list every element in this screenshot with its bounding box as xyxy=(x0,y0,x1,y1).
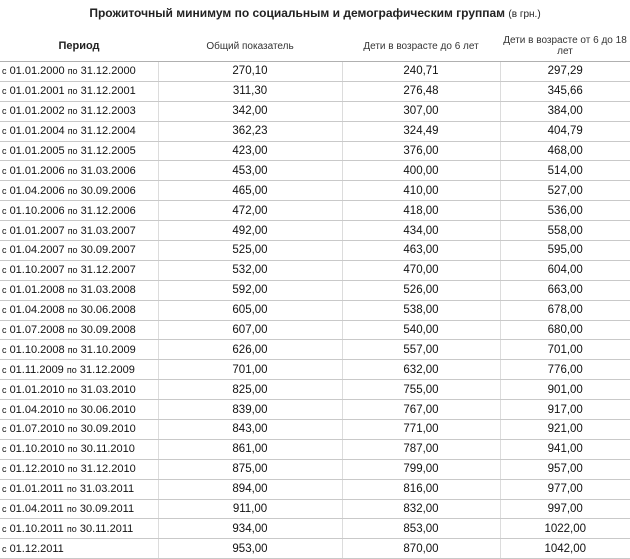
cell-period xyxy=(0,439,158,459)
period-to-word: по xyxy=(67,106,78,117)
cell-total: 311,30 xyxy=(158,81,342,101)
period-from-word: с xyxy=(2,225,7,236)
period-from-date: 01.01.2005 xyxy=(9,145,65,157)
period-to-word: по xyxy=(67,285,78,296)
cell-period xyxy=(0,161,158,181)
period-to-date: 31.12.2007 xyxy=(80,264,136,277)
period-from-date: 01.10.2011 xyxy=(9,522,64,535)
page-title xyxy=(0,6,630,20)
cell-total: 875,00 xyxy=(158,459,342,479)
period-from-word: с xyxy=(2,484,7,495)
cell-period xyxy=(0,380,158,400)
cell-children-under-6: 240,71 xyxy=(342,62,500,82)
period-to-date: 30.06.2008 xyxy=(80,304,136,317)
table-row xyxy=(0,260,630,280)
period-to-word: по xyxy=(67,225,78,236)
cell-children-6-18: 1042,00 xyxy=(500,539,630,559)
cell-children-6-18: 297,29 xyxy=(500,62,630,82)
period-to-word: по xyxy=(67,384,78,395)
cell-period xyxy=(0,400,158,420)
cell-total: 492,00 xyxy=(158,221,342,241)
table-row xyxy=(0,300,630,320)
period-from-word: с xyxy=(2,126,7,137)
header-children-under-6: Дети в возрасте до 6 лет xyxy=(342,31,500,62)
period-from-word: с xyxy=(2,424,7,435)
cell-children-under-6: 853,00 xyxy=(342,519,500,539)
cell-children-6-18: 514,00 xyxy=(500,161,630,181)
cell-children-6-18: 384,00 xyxy=(500,101,630,121)
cell-children-6-18: 997,00 xyxy=(500,499,630,519)
table-row xyxy=(0,400,630,420)
period-from-word: с xyxy=(2,464,7,475)
period-from-word: с xyxy=(2,523,7,534)
period-from-date: 01.07.2008 xyxy=(9,324,65,337)
table-row xyxy=(0,81,630,101)
cell-total: 592,00 xyxy=(158,280,342,300)
cell-period xyxy=(0,320,158,340)
period-from-word: с xyxy=(2,504,7,515)
period-from-date: 01.10.2006 xyxy=(9,204,65,217)
cell-total: 472,00 xyxy=(158,201,342,221)
cell-children-6-18: 1022,00 xyxy=(500,519,630,539)
period-to-date: 31.12.2003 xyxy=(80,105,136,118)
cell-period xyxy=(0,519,158,539)
period-to-date: 31.03.2011 xyxy=(79,483,135,496)
table-row xyxy=(0,439,630,459)
period-from-word: с xyxy=(2,384,7,395)
cell-children-6-18: 604,00 xyxy=(500,260,630,280)
cell-total: 701,00 xyxy=(158,360,342,380)
period-from-word: с xyxy=(2,185,7,196)
period-to-date: 30.09.2011 xyxy=(79,503,135,516)
period-to-word: по xyxy=(67,404,78,415)
period-from-word: с xyxy=(2,305,7,316)
table-row xyxy=(0,221,630,241)
period-from-word: с xyxy=(2,325,7,336)
cell-children-under-6: 434,00 xyxy=(342,221,500,241)
cell-period xyxy=(0,280,158,300)
period-to-word: по xyxy=(67,305,78,316)
period-to-word: по xyxy=(67,86,78,97)
cell-period xyxy=(0,360,158,380)
period-from-date: 01.04.2008 xyxy=(9,304,65,317)
cell-children-6-18: 404,79 xyxy=(500,121,630,141)
cell-total: 894,00 xyxy=(158,479,342,499)
cell-children-under-6: 799,00 xyxy=(342,459,500,479)
cell-children-6-18: 678,00 xyxy=(500,300,630,320)
cell-children-under-6: 276,48 xyxy=(342,81,500,101)
cell-total: 525,00 xyxy=(158,241,342,261)
period-to-date: 31.03.2006 xyxy=(80,164,136,177)
period-to-word: по xyxy=(67,205,78,216)
period-to-date: 30.09.2007 xyxy=(80,244,136,257)
table-row xyxy=(0,380,630,400)
period-to-word: по xyxy=(66,484,77,495)
table-row xyxy=(0,161,630,181)
period-to-word: по xyxy=(67,265,78,276)
period-to-date: 30.06.2010 xyxy=(80,403,136,416)
cell-children-under-6: 418,00 xyxy=(342,201,500,221)
cell-children-6-18: 776,00 xyxy=(500,360,630,380)
table-row xyxy=(0,62,630,82)
cell-children-under-6: 816,00 xyxy=(342,479,500,499)
cell-children-under-6: 376,00 xyxy=(342,141,500,161)
cell-children-under-6: 755,00 xyxy=(342,380,500,400)
table-row xyxy=(0,479,630,499)
period-to-date: 30.11.2011 xyxy=(79,522,134,535)
header-period: Период xyxy=(0,31,158,62)
table-row xyxy=(0,181,630,201)
cell-children-6-18: 468,00 xyxy=(500,141,630,161)
table-row xyxy=(0,101,630,121)
cell-total: 934,00 xyxy=(158,519,342,539)
header-total: Общий показатель xyxy=(158,31,342,62)
period-to-word: по xyxy=(67,146,78,156)
period-to-word: по xyxy=(67,185,78,196)
cell-period xyxy=(0,62,158,82)
period-to-date: 30.09.2006 xyxy=(80,184,136,197)
cell-total: 423,00 xyxy=(158,141,342,161)
table-row xyxy=(0,241,630,261)
period-from-word: с xyxy=(2,285,7,296)
period-from-date: 01.04.2007 xyxy=(9,244,65,257)
period-to-word: по xyxy=(67,245,78,256)
period-from-word: с xyxy=(2,543,7,554)
period-from-word: с xyxy=(2,344,7,355)
cell-period xyxy=(0,479,158,499)
period-from-word: с xyxy=(2,364,7,375)
header-children-6-18: Дети в возрасте от 6 до 18 лет xyxy=(500,31,630,62)
cell-total: 911,00 xyxy=(158,499,342,519)
cell-children-under-6: 400,00 xyxy=(342,161,500,181)
period-from-word: с xyxy=(2,66,7,77)
table-row xyxy=(0,320,630,340)
title-unit: (в грн.) xyxy=(508,9,541,20)
cell-total: 843,00 xyxy=(158,420,342,440)
cell-children-under-6: 771,00 xyxy=(342,420,500,440)
cell-total: 342,00 xyxy=(158,101,342,121)
period-to-date: 31.10.2009 xyxy=(80,343,136,356)
cell-children-under-6: 538,00 xyxy=(342,300,500,320)
cell-period xyxy=(0,201,158,221)
cell-children-under-6: 463,00 xyxy=(342,241,500,261)
table-row xyxy=(0,499,630,519)
period-to-date: 30.09.2008 xyxy=(80,324,136,337)
period-to-word: по xyxy=(66,504,77,515)
cell-children-6-18: 558,00 xyxy=(500,221,630,241)
period-from-word: с xyxy=(2,165,7,176)
cell-total: 362,23 xyxy=(158,121,342,141)
cell-period xyxy=(0,459,158,479)
cell-total: 953,00 xyxy=(158,539,342,559)
cell-children-6-18: 663,00 xyxy=(500,280,630,300)
cell-total: 825,00 xyxy=(158,380,342,400)
cell-children-6-18: 536,00 xyxy=(500,201,630,221)
period-from-date: 01.07.2010 xyxy=(9,423,65,436)
period-from-date: 01.04.2010 xyxy=(9,403,65,416)
title-text: Прожиточный минимум по социальным и демографическим группам xyxy=(89,6,506,20)
table-row xyxy=(0,420,630,440)
period-to-date: 31.12.2009 xyxy=(79,363,135,376)
period-to-date: 31.12.2005 xyxy=(80,145,136,157)
period-to-word: по xyxy=(67,464,78,475)
cell-period xyxy=(0,499,158,519)
cell-children-6-18: 957,00 xyxy=(500,459,630,479)
cell-children-6-18: 595,00 xyxy=(500,241,630,261)
period-to-word: по xyxy=(66,523,77,534)
period-to-word: по xyxy=(67,424,78,435)
cell-total: 626,00 xyxy=(158,340,342,360)
cell-children-under-6: 832,00 xyxy=(342,499,500,519)
period-from-word: с xyxy=(2,265,7,276)
period-from-date: 01.01.2004 xyxy=(9,125,65,138)
cell-children-under-6: 470,00 xyxy=(342,260,500,280)
cell-children-under-6: 324,49 xyxy=(342,121,500,141)
cell-period xyxy=(0,260,158,280)
cell-total: 465,00 xyxy=(158,181,342,201)
cell-period xyxy=(0,181,158,201)
subsistence-table xyxy=(0,31,630,559)
cell-children-under-6: 410,00 xyxy=(342,181,500,201)
period-from-word: с xyxy=(2,444,7,455)
cell-children-6-18: 977,00 xyxy=(500,479,630,499)
table-row xyxy=(0,121,630,141)
cell-period xyxy=(0,81,158,101)
period-to-word: по xyxy=(67,325,78,336)
period-to-date: 31.12.2010 xyxy=(80,463,136,476)
period-from-word: с xyxy=(2,404,7,415)
cell-total: 607,00 xyxy=(158,320,342,340)
cell-children-under-6: 540,00 xyxy=(342,320,500,340)
cell-total: 605,00 xyxy=(158,300,342,320)
period-from-date: 01.01.2010 xyxy=(9,383,65,396)
period-to-date: 30.09.2010 xyxy=(80,423,136,436)
cell-period xyxy=(0,121,158,141)
period-from-date: 01.01.2006 xyxy=(9,164,65,177)
period-to-date: 30.11.2010 xyxy=(80,443,135,456)
header-row xyxy=(0,31,630,62)
period-to-word: по xyxy=(67,126,78,137)
cell-total: 453,00 xyxy=(158,161,342,181)
cell-children-6-18: 680,00 xyxy=(500,320,630,340)
period-from-date: 01.10.2007 xyxy=(9,264,65,277)
cell-period xyxy=(0,141,158,161)
period-from-date: 01.01.2001 xyxy=(9,85,65,98)
cell-children-under-6: 632,00 xyxy=(342,360,500,380)
cell-period xyxy=(0,300,158,320)
period-from-word: с xyxy=(2,205,7,216)
period-from-date: 01.04.2006 xyxy=(9,184,65,197)
cell-period xyxy=(0,340,158,360)
period-from-date: 01.01.2000 xyxy=(9,65,65,78)
cell-children-under-6: 526,00 xyxy=(342,280,500,300)
period-from-date: 01.12.2011 xyxy=(9,542,64,555)
table-row xyxy=(0,519,630,539)
period-to-word: по xyxy=(66,364,77,375)
cell-total: 270,10 xyxy=(158,62,342,82)
period-from-date: 01.10.2010 xyxy=(9,443,65,456)
cell-children-under-6: 557,00 xyxy=(342,340,500,360)
cell-period xyxy=(0,241,158,261)
period-to-date: 31.12.2000 xyxy=(80,65,136,78)
table-row xyxy=(0,360,630,380)
period-from-date: 01.11.2009 xyxy=(9,363,64,376)
table-row xyxy=(0,539,630,559)
period-to-word: по xyxy=(67,444,78,455)
period-from-date: 01.04.2011 xyxy=(9,503,64,516)
period-to-date: 31.12.2001 xyxy=(80,85,136,98)
period-from-date: 01.01.2007 xyxy=(9,224,65,237)
cell-children-6-18: 527,00 xyxy=(500,181,630,201)
cell-children-6-18: 917,00 xyxy=(500,400,630,420)
period-from-date: 01.01.2011 xyxy=(9,483,64,496)
period-from-word: с xyxy=(2,245,7,256)
period-from-word: с xyxy=(2,86,7,97)
period-to-date: 31.03.2007 xyxy=(80,224,136,237)
cell-children-6-18: 921,00 xyxy=(500,420,630,440)
period-to-date: 31.12.2006 xyxy=(80,204,136,217)
cell-period xyxy=(0,539,158,559)
cell-children-under-6: 307,00 xyxy=(342,101,500,121)
period-from-date: 01.01.2002 xyxy=(9,105,65,118)
cell-children-under-6: 870,00 xyxy=(342,539,500,559)
cell-total: 532,00 xyxy=(158,260,342,280)
cell-children-6-18: 941,00 xyxy=(500,439,630,459)
period-from-word: с xyxy=(2,146,7,156)
cell-children-6-18: 701,00 xyxy=(500,340,630,360)
table-header xyxy=(0,31,630,62)
cell-children-6-18: 345,66 xyxy=(500,81,630,101)
period-to-word: по xyxy=(67,344,78,355)
cell-children-6-18: 901,00 xyxy=(500,380,630,400)
period-to-word: по xyxy=(67,66,78,77)
table-row xyxy=(0,201,630,221)
period-from-date: 01.01.2008 xyxy=(9,284,65,297)
table-row xyxy=(0,280,630,300)
period-from-word: с xyxy=(2,106,7,117)
cell-period xyxy=(0,101,158,121)
period-to-word: по xyxy=(67,165,78,176)
table-row xyxy=(0,340,630,360)
cell-period xyxy=(0,420,158,440)
period-to-date: 31.12.2004 xyxy=(80,125,136,138)
period-from-date: 01.12.2010 xyxy=(9,463,65,476)
table-row xyxy=(0,459,630,479)
period-to-date: 31.03.2008 xyxy=(80,284,136,297)
cell-total: 861,00 xyxy=(158,439,342,459)
table-row xyxy=(0,141,630,161)
period-to-date: 31.03.2010 xyxy=(80,383,136,396)
period-from-date: 01.10.2008 xyxy=(9,343,65,356)
cell-children-under-6: 787,00 xyxy=(342,439,500,459)
table-body xyxy=(0,62,630,559)
cell-period xyxy=(0,221,158,241)
cell-total: 839,00 xyxy=(158,400,342,420)
cell-children-under-6: 767,00 xyxy=(342,400,500,420)
